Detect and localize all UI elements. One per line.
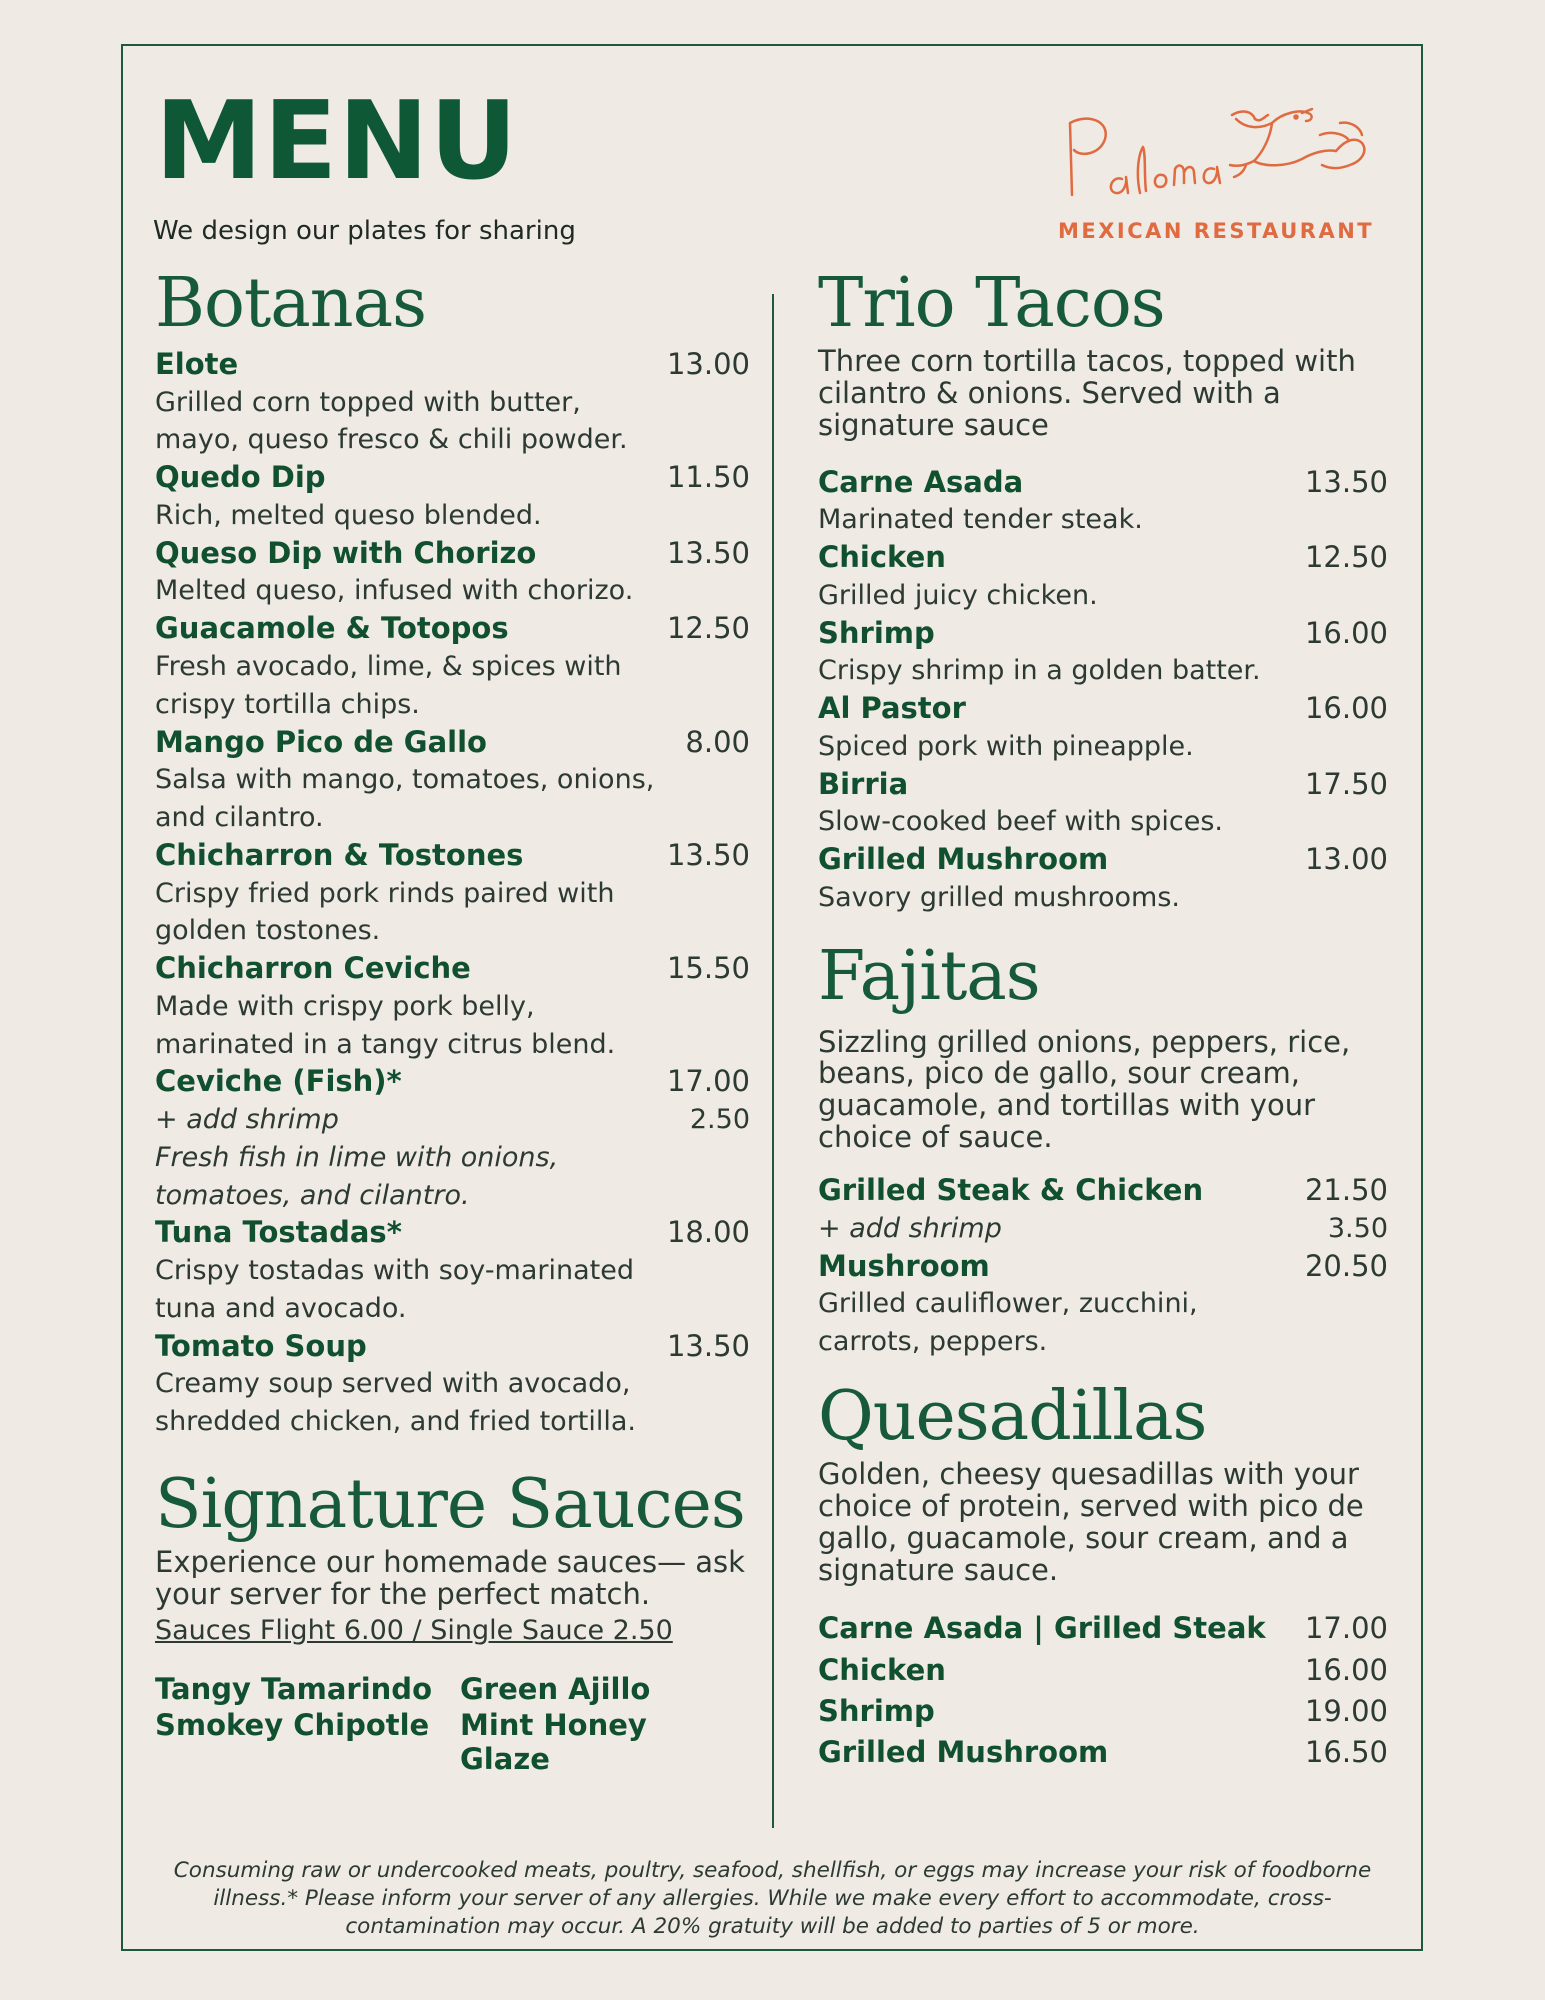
menu-item (818, 1172, 1388, 1247)
menu-item-name: Tuna Tostadas* (155, 1215, 402, 1250)
menu-item-row (818, 1248, 1388, 1286)
sauce-item: Green Ajillo (460, 1671, 651, 1706)
quesadillas-description: Golden, cheesy quesadillas with your choice of protein, served with pico de gallo, guacamole, sour cream, and a signature sauce. (818, 1456, 1364, 1587)
menu-item (818, 464, 1388, 539)
menu-item-price: 16.00 (1304, 1652, 1388, 1687)
menu-item (818, 841, 1388, 916)
menu-item-name: Shrimp (818, 1693, 935, 1728)
menu-item-name: Mushroom (818, 1248, 990, 1283)
menu-item (818, 615, 1388, 690)
menu-tagline: We design our plates for sharing (153, 216, 576, 246)
menu-item-price: 13.00 (666, 347, 750, 381)
menu-item (818, 690, 1388, 765)
right-column (818, 264, 1388, 1773)
menu-item-price: 18.00 (666, 1215, 750, 1250)
menu-item-description: Salsa with mango, tomatoes, onions, and cilantro. (155, 764, 655, 834)
menu-item-description: Creamy soup served with avocado, shredded chicken, and fried tortilla. (155, 1368, 637, 1438)
menu-item-row (818, 1650, 1388, 1691)
menu-item-name: Shrimp (818, 615, 935, 650)
menu-item (155, 837, 750, 950)
menu-item-price: 20.50 (1304, 1248, 1388, 1283)
menu-item-row (818, 1691, 1388, 1732)
menu-item-description: Fresh avocado, lime, & spices with crispy tortilla chips. (155, 650, 622, 720)
menu-item (818, 1608, 1388, 1649)
menu-item-price: 17.00 (1304, 1611, 1388, 1646)
menu-item-name: Grilled Mushroom (818, 1734, 1109, 1769)
menu-item-price: 21.50 (1304, 1173, 1388, 1208)
sauce-item: Tangy Tamarindo (155, 1671, 432, 1706)
menu-item-row (155, 1328, 750, 1366)
menu-item-price: 11.50 (666, 460, 750, 495)
menu-item (155, 1063, 750, 1214)
quesadillas-heading: Quesadillas (818, 1376, 1207, 1456)
menu-item-price: 13.50 (666, 535, 750, 570)
fajitas-heading: Fajitas (818, 936, 1040, 1016)
menu-item-name: Chicharron Ceviche (155, 951, 471, 986)
menu-item-name: Al Pastor (818, 691, 966, 726)
sauces-heading: Signature Sauces (155, 1465, 745, 1545)
fajitas-list (818, 1172, 1388, 1361)
menu-item-description: Fresh fish in lime with onions, tomatoes, and cilantro. (155, 1141, 559, 1211)
menu-item-price: 16.00 (1304, 615, 1388, 650)
menu-item-name: Carne Asada (818, 464, 1024, 499)
restaurant-logo (1050, 95, 1390, 255)
menu-item-description: Melted queso, infused with chorizo. (155, 575, 634, 607)
menu-item-row (818, 464, 1388, 502)
menu-item-description: Rich, melted queso blended. (155, 499, 542, 531)
menu-item-price: 16.00 (1304, 691, 1388, 726)
menu-item-row (155, 950, 750, 988)
menu-item-name: Mango Pico de Gallo (155, 724, 487, 759)
menu-item-description: Grilled cauliflower, zucchini, carrots, peppers. (818, 1288, 1198, 1358)
menu-item (818, 1691, 1388, 1732)
menu-item-row (818, 766, 1388, 804)
menu-item-row (155, 1063, 750, 1101)
menu-item-addon-row (818, 1210, 1388, 1248)
menu-item-row (818, 841, 1388, 879)
menu-item-description: Savory grilled mushrooms. (818, 881, 1181, 913)
menu-item-price: 15.50 (666, 951, 750, 986)
menu-item-price: 13.00 (1304, 842, 1388, 877)
menu-item-price: 13.50 (666, 1328, 750, 1363)
menu-item-description: Slow-cooked beef with spices. (818, 806, 1223, 838)
menu-item (155, 459, 750, 534)
menu-item-row (155, 459, 750, 497)
tacos-description: Three corn tortilla tacos, topped with cilantro & onions. Served with a signature sauce (818, 344, 1356, 442)
menu-item (155, 535, 750, 610)
menu-item-name: Tomato Soup (155, 1328, 367, 1363)
sauce-list (155, 1672, 750, 1776)
menu-item-description: Grilled corn topped with butter, mayo, queso fresco & chili powder. (155, 386, 628, 456)
menu-item-addon-price: 2.50 (689, 1104, 750, 1136)
menu-item-description: Spiced pork with pineapple. (818, 730, 1194, 762)
tacos-heading: Trio Tacos (818, 264, 1165, 343)
menu-item (155, 724, 750, 837)
menu-item-description: Grilled juicy chicken. (818, 579, 1098, 611)
menu-item-name: Grilled Mushroom (818, 842, 1109, 877)
menu-item-row (818, 615, 1388, 653)
menu-item (155, 1214, 750, 1327)
menu-item-price: 12.50 (1304, 540, 1388, 575)
menu-item-price: 16.50 (1304, 1734, 1388, 1769)
menu-item-row (818, 1172, 1388, 1210)
menu-item-price: 13.50 (1304, 464, 1388, 499)
sauces-price-line: Sauces Flight 6.00 / Single Sauce 2.50 (155, 1614, 673, 1646)
menu-item (818, 766, 1388, 841)
menu-item-name: Carne Asada | Grilled Steak (818, 1611, 1266, 1646)
menu-item-price: 12.50 (666, 611, 750, 646)
menu-item-name: Ceviche (Fish)* (155, 1064, 402, 1099)
menu-item (818, 539, 1388, 614)
tacos-list (818, 464, 1388, 917)
menu-item-name: Chicken (818, 540, 946, 575)
menu-item-name: Elote (155, 347, 239, 381)
menu-item-price: 13.50 (666, 837, 750, 872)
menu-item-description: Crispy shrimp in a golden batter. (818, 655, 1261, 687)
sauce-item: Smokey Chipotle (155, 1707, 430, 1742)
menu-item-row (155, 1214, 750, 1252)
menu-item-name: Quedo Dip (155, 460, 326, 495)
menu-item-addon-price: 3.50 (1327, 1212, 1388, 1244)
menu-item (818, 1732, 1388, 1773)
menu-title: MENU (155, 79, 519, 204)
menu-item-row (818, 1608, 1388, 1649)
menu-item (155, 1328, 750, 1441)
menu-item-row (155, 724, 750, 762)
menu-item-description: Crispy fried pork rinds paired with golden tostones. (155, 877, 615, 947)
sauces-description: Experience our homemade sauces— ask your server for the perfect match. (155, 1545, 745, 1611)
paloma-dove-icon (1050, 95, 1390, 220)
menu-item-addon: + add shrimp (818, 1212, 1002, 1244)
menu-item (155, 610, 750, 723)
menu-item-name: Birria (818, 766, 909, 801)
menu-item-row (155, 610, 750, 648)
menu-item-row (818, 1732, 1388, 1773)
menu-item-row (818, 690, 1388, 728)
menu-item-addon: + add shrimp (155, 1104, 339, 1136)
menu-item-price: 8.00 (685, 724, 750, 759)
sauce-item: Mint Honey Glaze (460, 1707, 647, 1776)
menu-item (155, 346, 750, 459)
menu-item-price: 19.00 (1304, 1693, 1388, 1728)
allergy-disclaimer: Consuming raw or undercooked meats, poultry, seafood, shellfish, or eggs may increase your risk of foodborne illness.* Please inform your server of any allergies. While we make every effort to accommodate, cross-contamination may occur. A 20% gratuity will be added to parties of 5 or more. (173, 1858, 1372, 1939)
botanas-list (155, 346, 750, 1441)
menu-item-row (155, 837, 750, 875)
fajitas-description: Sizzling grilled onions, peppers, rice, beans, pico de gallo, sour cream, guacamole, and tortillas with your choice of sauce. (818, 1024, 1351, 1155)
menu-item (818, 1248, 1388, 1361)
menu-item-name: Queso Dip with Chorizo (155, 535, 537, 570)
menu-item-row (155, 535, 750, 573)
restaurant-subtitle: MEXICAN RESTAURANT (1058, 219, 1375, 243)
column-divider (772, 294, 774, 1828)
menu-item-description: Made with crispy pork belly, marinated in a tangy citrus blend. (155, 990, 616, 1060)
left-column (155, 264, 750, 1776)
quesadillas-list (818, 1608, 1388, 1773)
menu-item-price: 17.50 (1304, 766, 1388, 801)
menu-item-row (155, 346, 750, 384)
menu-item-addon-row (155, 1101, 750, 1139)
menu-item-price: 17.00 (666, 1064, 750, 1099)
menu-item-name: Chicken (818, 1652, 946, 1687)
menu-item (155, 950, 750, 1063)
menu-item-name: Chicharron & Tostones (155, 837, 524, 872)
menu-item-name: Grilled Steak & Chicken (818, 1173, 1204, 1208)
menu-item-name: Guacamole & Totopos (155, 611, 509, 646)
menu-item-description: Crispy tostadas with soy-marinated tuna and avocado. (155, 1255, 634, 1324)
botanas-heading: Botanas (155, 264, 427, 343)
menu-item (818, 1650, 1388, 1691)
menu-item-description: Marinated tender steak. (818, 504, 1143, 536)
menu-item-row (818, 539, 1388, 577)
